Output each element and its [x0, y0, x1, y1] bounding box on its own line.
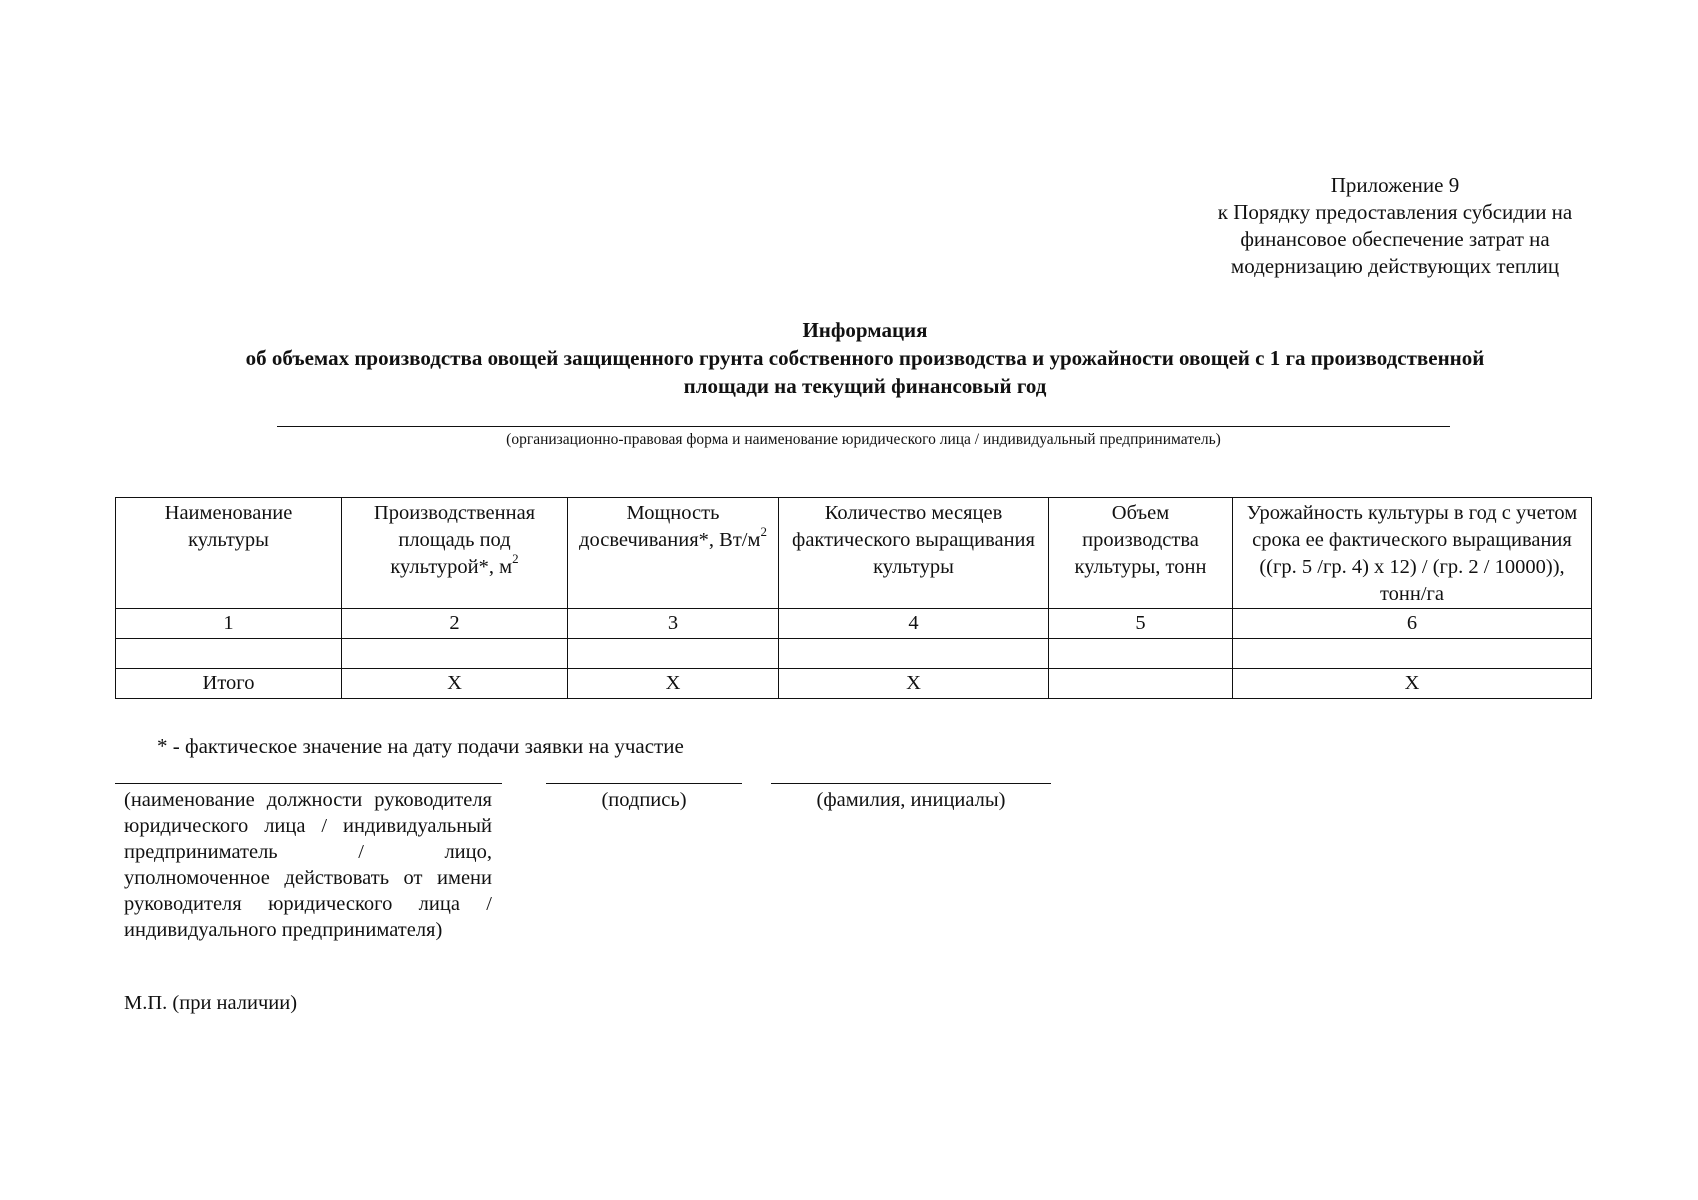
table-cell [1049, 639, 1233, 669]
table-cell: 6 [1233, 609, 1592, 639]
signature-caption: (подпись) [601, 789, 687, 811]
appendix-line: Приложение 9 [1330, 173, 1460, 197]
table-cell: 1 [116, 609, 342, 639]
organization-name-line [277, 426, 1450, 427]
title-subtitle-line2: площади на текущий финансовый год [683, 374, 1047, 398]
organization-caption: (организационно-правовая форма и наименование юридического лица / индивидуальный предприниматель) [506, 431, 1221, 448]
column-number-row [116, 609, 1592, 639]
table-cell: X [568, 669, 779, 699]
name-caption: (фамилия, инициалы) [816, 789, 1006, 811]
table-cell [1049, 669, 1233, 699]
header-cell: Объем производства культуры, тонн [1049, 498, 1233, 609]
title-subtitle-line1: об объемах производства овощей защищенного грунта собственного производства и урожайности овощей с 1 га производственной [245, 346, 1485, 370]
table-cell [1233, 639, 1592, 669]
appendix-line: модернизацию действующих теплиц [1230, 254, 1560, 278]
table-cell [342, 639, 568, 669]
appendix-line: к Порядку предоставления субсидии на [1217, 200, 1573, 224]
production-table [115, 497, 1592, 699]
header-cell: Мощность досвечивания*, $Вт/м^2$ [568, 498, 779, 609]
header-cell: Урожайность культуры в год с учетом срока ее фактического выращивания ((гр. 5 /гр. 4) x 12) / (гр. 2 / 10000)), тонн/га [1233, 498, 1592, 609]
table-cell [116, 639, 342, 669]
stamp-note: М.П. (при наличии) [124, 992, 298, 1014]
name-line [771, 783, 1051, 784]
table-cell: X [342, 669, 568, 699]
header-cell: Количество месяцев фактического выращивания культуры [779, 498, 1049, 609]
table-cell: 2 [342, 609, 568, 639]
table-cell [568, 639, 779, 669]
table-cell: X [779, 669, 1049, 699]
total-row [116, 669, 1592, 699]
document-title [110, 316, 1620, 400]
table-cell: 5 [1049, 609, 1233, 639]
table-cell: 4 [779, 609, 1049, 639]
table-cell [779, 639, 1049, 669]
header-cell: Производственная площадь под культурой*, $м^2$ [342, 498, 568, 609]
table-cell: X [1233, 669, 1592, 699]
position-caption: (наименование должности руководителя юридического лица / индивидуальный предприниматель / лицо, уполномоченное действовать от имени руководителя юридического лица / индивидуального предпринимателя) [124, 789, 492, 941]
footnote: * - фактическое значение на дату подачи заявки на участие [157, 734, 684, 758]
appendix-line: финансовое обеспечение затрат на [1240, 227, 1550, 251]
title-heading: Информация [802, 318, 928, 342]
table-header-row [116, 498, 1592, 609]
table-cell: Итого [116, 669, 342, 699]
appendix-header [1170, 172, 1620, 280]
header-cell: Наименование культуры [116, 498, 342, 609]
position-line [115, 783, 502, 784]
signature-line [546, 783, 742, 784]
table-row [116, 639, 1592, 669]
table-cell: 3 [568, 609, 779, 639]
